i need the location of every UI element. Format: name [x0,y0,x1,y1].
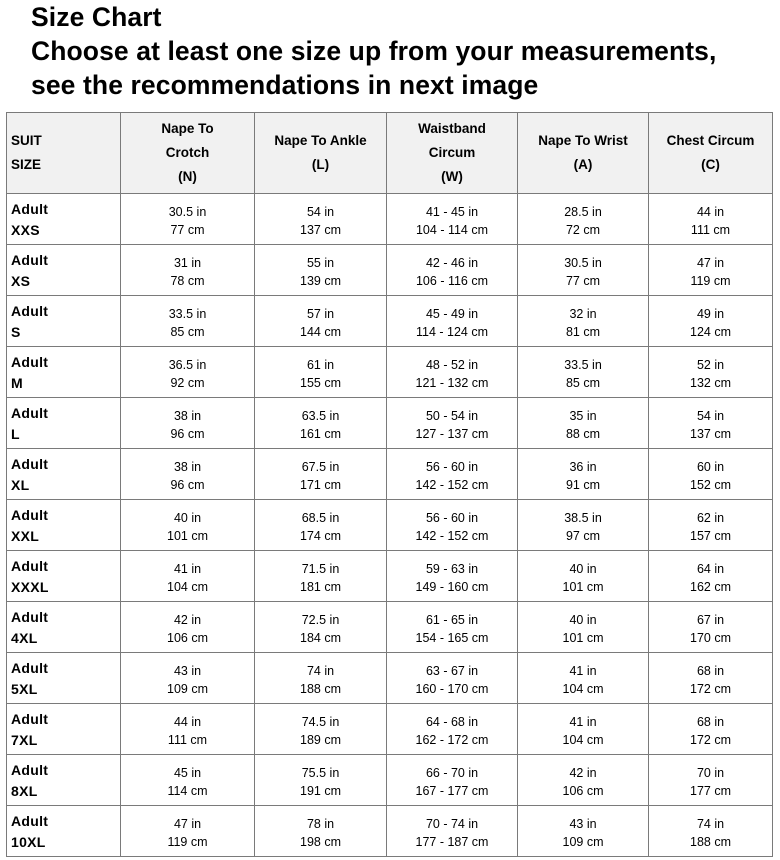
measurement-cell [121,296,255,347]
measurement-cell [387,296,518,347]
measurement-cell [649,500,773,551]
measurement-cell [387,755,518,806]
size-label-line: 7XL [11,732,38,748]
measurement-cell [255,602,387,653]
measurement-cell [649,806,773,857]
measurement-inches: 43 in [569,816,597,831]
measurement-cm: 96 cm [170,426,205,441]
column-header-line: (A) [573,157,593,172]
measurement-inches: 72.5 in [301,612,340,627]
measurement-inches: 61 in [306,357,335,372]
measurement-inches: 40 in [173,510,202,525]
size-label-line: XL [11,477,30,493]
header-label-line: SIZE [11,157,42,172]
measurement-cm: 160 - 170 cm [415,681,489,696]
measurement-inches: 42 in [569,765,597,780]
size-label-line: Adult [11,609,49,625]
measurement-cell [649,398,773,449]
measurement-cm: 104 - 114 cm [415,222,489,237]
measurement-cell [518,500,649,551]
measurement-inches: 33.5 in [168,306,207,321]
measurement-cell [121,704,255,755]
measurement-cm: 111 cm [167,732,208,747]
measurement-inches: 43 in [173,663,202,678]
measurement-inches: 55 in [306,255,335,270]
measurement-cm: 152 cm [690,477,731,492]
measurement-cell [649,245,773,296]
measurement-cm: 157 cm [690,528,731,543]
measurement-inches: 42 - 46 in [425,255,479,270]
table-row [7,398,773,449]
measurement-cell [387,245,518,296]
measurement-cell [518,704,649,755]
size-label-line: 10XL [11,834,46,850]
measurement-inches: 47 in [173,816,202,831]
table-row [7,500,773,551]
measurement-cm: 104 cm [562,681,604,696]
measurement-cell [255,551,387,602]
size-label-line: Adult [11,252,49,268]
table-row [7,296,773,347]
size-label-cell [7,245,121,296]
measurement-cell [255,755,387,806]
measurement-cell [255,296,387,347]
measurement-cm: 106 cm [167,630,208,645]
measurement-cell [387,806,518,857]
measurement-inches: 47 in [696,255,725,270]
measurement-cm: 106 cm [562,783,604,798]
measurement-cm: 142 - 152 cm [415,477,489,492]
measurement-cell [518,296,649,347]
measurement-inches: 70 in [696,765,725,780]
measurement-cm: 198 cm [300,834,341,849]
measurement-cell [255,194,387,245]
measurement-cell [387,653,518,704]
measurement-cell [649,551,773,602]
measurement-cm: 191 cm [300,783,341,798]
measurement-cm: 170 cm [690,630,731,645]
measurement-cell [121,347,255,398]
column-header [255,113,387,194]
measurement-cm: 188 cm [300,681,341,696]
measurement-cell [121,551,255,602]
measurement-inches: 33.5 in [564,357,602,372]
table-row [7,449,773,500]
measurement-cell [649,755,773,806]
measurement-inches: 45 in [173,765,202,780]
measurement-inches: 64 in [696,561,725,576]
column-header-line: Nape To Wrist [538,133,628,148]
measurement-inches: 68.5 in [301,510,340,525]
column-header [649,113,773,194]
table-body [7,194,773,857]
heading [31,0,776,102]
measurement-cell [121,602,255,653]
table-row [7,653,773,704]
size-label-line: L [11,426,20,442]
measurement-cm: 78 cm [170,273,205,288]
measurement-inches: 67 in [696,612,725,627]
measurement-cm: 97 cm [565,528,601,543]
measurement-inches: 44 in [173,714,202,729]
measurement-inches: 56 - 60 in [425,459,479,474]
table-row [7,704,773,755]
measurement-inches: 59 - 63 in [425,561,479,576]
measurement-inches: 78 in [306,816,335,831]
measurement-cm: 106 - 116 cm [415,273,489,288]
measurement-inches: 42 in [173,612,202,627]
measurement-cell [121,755,255,806]
measurement-inches: 56 - 60 in [425,510,479,525]
measurement-cm: 121 - 132 cm [415,375,489,390]
measurement-cell [387,704,518,755]
measurement-cm: 96 cm [170,477,205,492]
table-row [7,347,773,398]
measurement-cm: 181 cm [300,579,341,594]
measurement-inches: 68 in [696,714,725,729]
measurement-cell [518,755,649,806]
measurement-cell [255,806,387,857]
measurement-inches: 71.5 in [301,561,340,576]
measurement-inches: 49 in [696,306,725,321]
measurement-cell [387,551,518,602]
measurement-cell [649,347,773,398]
size-label-line: 5XL [11,681,38,697]
measurement-inches: 41 in [569,663,597,678]
measurement-inches: 44 in [696,204,725,219]
size-label-cell [7,551,121,602]
header-label-line: SUIT [11,133,42,148]
measurement-cell [649,449,773,500]
size-label-line: Adult [11,711,49,727]
size-label-line: 8XL [11,783,38,799]
measurement-cm: 114 cm [167,783,208,798]
measurement-cm: 104 cm [562,732,604,747]
measurement-inches: 63.5 in [301,408,340,423]
size-label-line: Adult [11,507,49,523]
measurement-cell [387,194,518,245]
measurement-inches: 36 in [569,459,597,474]
measurement-inches: 57 in [306,306,335,321]
size-label-line: Adult [11,558,49,574]
header-suit-size [7,113,121,194]
measurement-cell [121,653,255,704]
table-row [7,245,773,296]
measurement-inches: 32 in [569,306,597,321]
column-header-line: Nape To [161,121,214,136]
measurement-cell [518,347,649,398]
measurement-cell [518,398,649,449]
size-label-line: Adult [11,354,49,370]
measurement-cm: 124 cm [690,324,731,339]
measurement-cell [518,449,649,500]
size-label-line: XS [11,273,31,289]
column-header [387,113,518,194]
column-header-line: (W) [441,169,463,184]
size-label-line: Adult [11,813,49,829]
size-label-cell [7,653,121,704]
measurement-cm: 189 cm [300,732,341,747]
measurement-cm: 161 cm [300,426,341,441]
measurement-cm: 119 cm [690,273,731,288]
measurement-cm: 85 cm [170,324,205,339]
size-label-line: XXXL [11,579,49,595]
measurement-cm: 137 cm [690,426,731,441]
measurement-cm: 142 - 152 cm [415,528,489,543]
table-row [7,194,773,245]
measurement-cm: 101 cm [167,528,208,543]
measurement-cm: 92 cm [170,375,205,390]
measurement-cm: 101 cm [562,579,604,594]
measurement-inches: 67.5 in [301,459,340,474]
measurement-cm: 81 cm [565,324,601,339]
size-label-line: Adult [11,201,49,217]
measurement-cm: 184 cm [300,630,341,645]
measurement-cm: 88 cm [565,426,601,441]
size-label-cell [7,296,121,347]
measurement-cm: 162 - 172 cm [415,732,489,747]
measurement-cell [649,194,773,245]
measurement-inches: 40 in [569,612,597,627]
measurement-cm: 127 - 137 cm [415,426,489,441]
measurement-inches: 64 - 68 in [425,714,479,729]
measurement-cm: 155 cm [300,375,341,390]
size-label-line: Adult [11,660,49,676]
measurement-inches: 45 - 49 in [425,306,479,321]
measurement-inches: 61 - 65 in [425,612,479,627]
size-label-line: M [11,375,23,391]
measurement-cell [649,296,773,347]
measurement-cm: 114 - 124 cm [415,324,489,339]
size-label-line: XXS [11,222,40,238]
measurement-inches: 41 in [569,714,597,729]
measurement-cm: 172 cm [690,732,731,747]
measurement-inches: 35 in [569,408,597,423]
measurement-cm: 109 cm [562,834,604,849]
measurement-cm: 167 - 177 cm [415,783,489,798]
size-label-line: Adult [11,762,49,778]
measurement-cell [121,194,255,245]
measurement-inches: 28.5 in [564,204,602,219]
measurement-cell [387,398,518,449]
measurement-inches: 36.5 in [168,357,207,372]
measurement-cell [518,653,649,704]
measurement-cm: 111 cm [690,222,731,237]
measurement-inches: 74 in [306,663,335,678]
table-row [7,806,773,857]
measurement-cell [255,653,387,704]
measurement-cell [518,194,649,245]
measurement-cm: 154 - 165 cm [415,630,489,645]
measurement-inches: 74 in [696,816,725,831]
measurement-cm: 162 cm [690,579,731,594]
header-row [7,113,773,194]
measurement-inches: 38 in [173,459,202,474]
table-row [7,755,773,806]
measurement-cell [121,449,255,500]
instruction-line-1: Choose at least one size up from your measurements, [31,36,717,66]
measurement-cm: 139 cm [300,273,341,288]
measurement-cm: 77 cm [170,222,205,237]
size-label-line: S [11,324,21,340]
measurement-cell [387,500,518,551]
size-label-line: Adult [11,405,49,421]
measurement-cell [387,449,518,500]
measurement-cell [255,245,387,296]
measurement-inches: 54 in [306,204,335,219]
column-header [518,113,649,194]
size-label-cell [7,347,121,398]
table-row [7,551,773,602]
size-label-cell [7,449,121,500]
measurement-cell [649,653,773,704]
measurement-inches: 68 in [696,663,725,678]
measurement-cell [518,551,649,602]
size-label-cell [7,755,121,806]
measurement-cm: 174 cm [300,528,341,543]
measurement-cm: 101 cm [562,630,604,645]
measurement-cm: 171 cm [300,477,341,492]
measurement-cell [387,347,518,398]
size-label-cell [7,194,121,245]
measurement-cm: 144 cm [300,324,341,339]
measurement-cell [255,500,387,551]
size-label-line: 4XL [11,630,38,646]
measurement-cell [255,347,387,398]
measurement-cm: 77 cm [565,273,601,288]
measurement-inches: 52 in [696,357,725,372]
column-header-line: (L) [311,157,330,172]
measurement-inches: 41 in [173,561,202,576]
column-header-line: (C) [701,157,720,172]
measurement-cm: 177 cm [690,783,731,798]
measurement-cm: 149 - 160 cm [415,579,489,594]
column-header [121,113,255,194]
measurement-cm: 104 cm [167,579,208,594]
measurement-cell [649,602,773,653]
measurement-inches: 30.5 in [564,255,602,270]
measurement-cell [255,704,387,755]
column-header-line: Circum [428,145,476,160]
measurement-inches: 74.5 in [301,714,340,729]
measurement-inches: 62 in [696,510,725,525]
column-header-line: Waistband [418,121,486,136]
measurement-cell [121,500,255,551]
size-label-cell [7,398,121,449]
measurement-inches: 50 - 54 in [425,408,479,423]
measurement-cell [518,245,649,296]
measurement-cm: 177 - 187 cm [415,834,489,849]
measurement-cm: 172 cm [690,681,731,696]
measurement-inches: 70 - 74 in [425,816,479,831]
size-label-cell [7,500,121,551]
measurement-inches: 30.5 in [168,204,207,219]
measurement-cell [121,806,255,857]
measurement-inches: 40 in [569,561,597,576]
measurement-cell [387,602,518,653]
table-header [7,113,773,194]
measurement-inches: 41 - 45 in [425,204,479,219]
measurement-inches: 66 - 70 in [425,765,479,780]
table-row [7,602,773,653]
measurement-cell [649,704,773,755]
measurement-cell [121,245,255,296]
measurement-inches: 31 in [173,255,202,270]
measurement-cm: 137 cm [300,222,341,237]
size-label-cell [7,602,121,653]
measurement-inches: 54 in [696,408,725,423]
measurement-inches: 60 in [696,459,725,474]
measurement-cell [255,449,387,500]
column-header-line: (N) [178,169,197,184]
measurement-inches: 48 - 52 in [425,357,479,372]
measurement-cell [121,398,255,449]
column-header-line: Nape To Ankle [274,133,367,148]
size-label-line: Adult [11,456,49,472]
page-title: Size Chart [31,2,162,32]
measurement-cm: 109 cm [167,681,208,696]
measurement-cell [518,602,649,653]
size-label-cell [7,704,121,755]
column-header-line: Crotch [165,145,210,160]
instruction-line-2: see the recommendations in next image [31,70,539,100]
measurement-cm: 119 cm [167,834,208,849]
measurement-cell [255,398,387,449]
measurement-cm: 188 cm [690,834,731,849]
measurement-cm: 91 cm [565,477,601,492]
size-label-line: Adult [11,303,49,319]
size-label-cell [7,806,121,857]
size-chart-table [6,112,773,857]
measurement-cell [518,806,649,857]
measurement-inches: 75.5 in [301,765,340,780]
measurement-cm: 85 cm [565,375,601,390]
size-label-line: XXL [11,528,40,544]
measurement-inches: 38.5 in [564,510,602,525]
measurement-inches: 38 in [173,408,202,423]
measurement-cm: 72 cm [565,222,601,237]
measurement-inches: 63 - 67 in [425,663,479,678]
column-header-line: Chest Circum [666,133,755,148]
measurement-cm: 132 cm [690,375,731,390]
